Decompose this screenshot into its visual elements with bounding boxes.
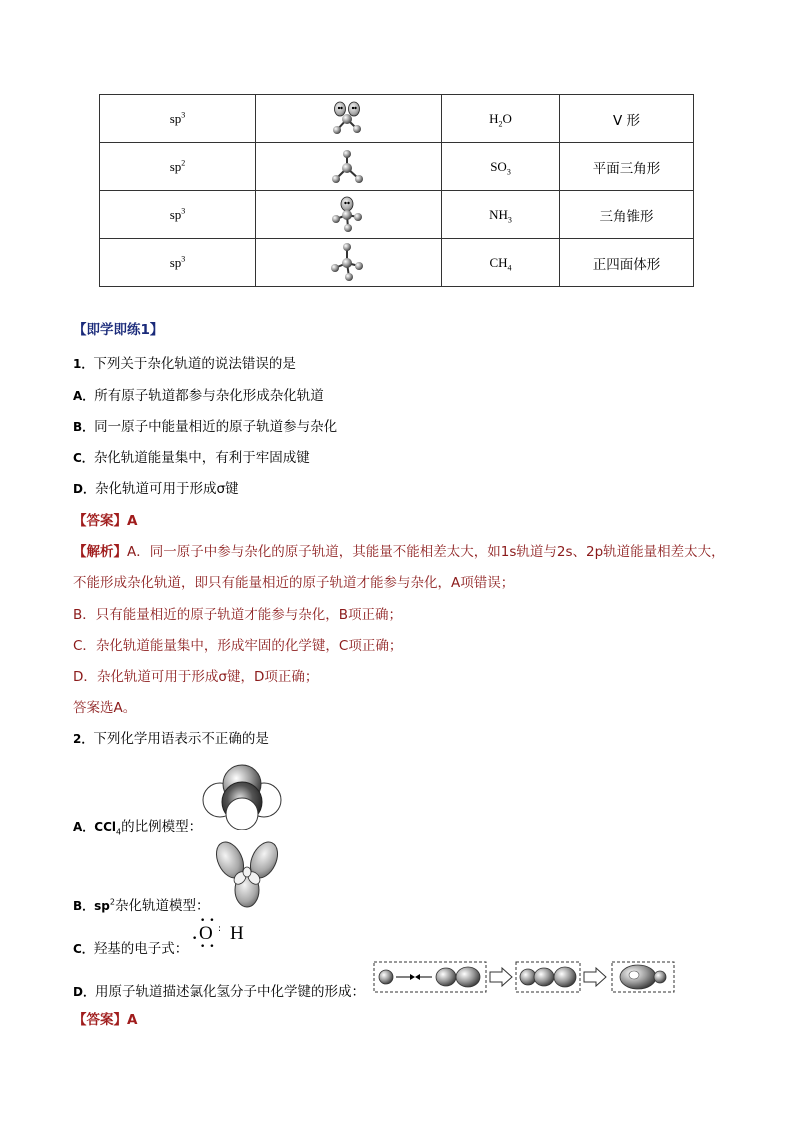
hcl-bond-formation-diagram xyxy=(372,960,678,994)
sp2-orbital-model-icon xyxy=(210,838,284,910)
shape-cell: V 形 xyxy=(560,95,694,143)
shape-cell: 三角锥形 xyxy=(560,191,694,239)
q1-analysis-line-1: 【解析】A．同一原子中参与杂化的原子轨道，其能量不能相差太大，如1s轨道与2s、2p轨道能量相差太大， xyxy=(73,544,725,560)
electron-dot-icon: •• xyxy=(200,916,219,926)
q2-option-c: C．羟基的电子式： xyxy=(73,941,189,957)
ammonia-model-icon xyxy=(327,195,371,235)
q1-analysis-line-4: C．杂化轨道能量集中，形成牢固的化学键，C项正确； xyxy=(73,638,403,654)
q1-analysis-line-3: B．只有能量相近的原子轨道才能参与杂化，B项正确； xyxy=(73,607,403,623)
q2-answer: 【答案】A xyxy=(73,1012,138,1028)
model-cell xyxy=(256,239,442,287)
electron-dot-icon: • xyxy=(192,934,198,944)
q1-option-b: B．同一原子中能量相近的原子轨道参与杂化 xyxy=(73,419,338,435)
shape-cell: 正四面体形 xyxy=(560,239,694,287)
methane-model-icon xyxy=(327,241,371,285)
electron-dot-icon: : xyxy=(218,924,222,934)
q2-option-b: B．$sp^2$杂化轨道模型： xyxy=(73,897,210,914)
formula-cell: $SO_3$ xyxy=(442,143,560,191)
section-title: 【即学即练1】 xyxy=(73,322,164,338)
formula-cell: $H_2O$ xyxy=(442,95,560,143)
formula-cell: $CH_4$ xyxy=(442,239,560,287)
table-row xyxy=(100,143,694,191)
ccl4-space-filling-model-icon xyxy=(202,764,282,830)
q2-option-d: D．用原子轨道描述氯化氢分子中化学键的形成： xyxy=(73,984,365,1000)
question-1-stem: 1．下列关于杂化轨道的说法错误的是 xyxy=(73,356,296,372)
formula-cell: $NH_3$ xyxy=(442,191,560,239)
hydroxyl-electron-formula: • •• •• O : H xyxy=(192,916,244,952)
hybridization-cell: $sp^2$ xyxy=(100,143,256,191)
q1-option-d: D．杂化轨道可用于形成σ键 xyxy=(73,481,239,497)
hybridization-table xyxy=(99,94,694,287)
q1-answer: 【答案】A xyxy=(73,513,138,529)
q1-option-c: C．杂化轨道能量集中，有利于牢固成键 xyxy=(73,450,310,466)
q1-conclusion: 答案选A。 xyxy=(73,700,137,716)
model-cell xyxy=(256,143,442,191)
model-cell xyxy=(256,95,442,143)
hybridization-cell: $sp^3$ xyxy=(100,95,256,143)
q1-option-a: A．所有原子轨道都参与杂化形成杂化轨道 xyxy=(73,388,324,404)
sulfur-trioxide-model-icon xyxy=(327,147,371,187)
table-row xyxy=(100,95,694,143)
hybridization-cell: $sp^3$ xyxy=(100,191,256,239)
table-row xyxy=(100,239,694,287)
q1-analysis-line-5: D．杂化轨道可用于形成σ键，D项正确； xyxy=(73,669,319,685)
table-row xyxy=(100,191,694,239)
model-cell xyxy=(256,191,442,239)
hybridization-cell: $sp^3$ xyxy=(100,239,256,287)
water-model-icon xyxy=(327,99,371,139)
q2-option-a: A．CCl$_4$的比例模型： xyxy=(73,819,203,837)
q1-analysis-line-2: 不能形成杂化轨道，即只有能量相近的原子轨道才能参与杂化，A项错误； xyxy=(73,575,515,591)
question-2-stem: 2．下列化学用语表示不正确的是 xyxy=(73,731,269,747)
shape-cell: 平面三角形 xyxy=(560,143,694,191)
electron-dot-icon: •• xyxy=(200,942,219,952)
